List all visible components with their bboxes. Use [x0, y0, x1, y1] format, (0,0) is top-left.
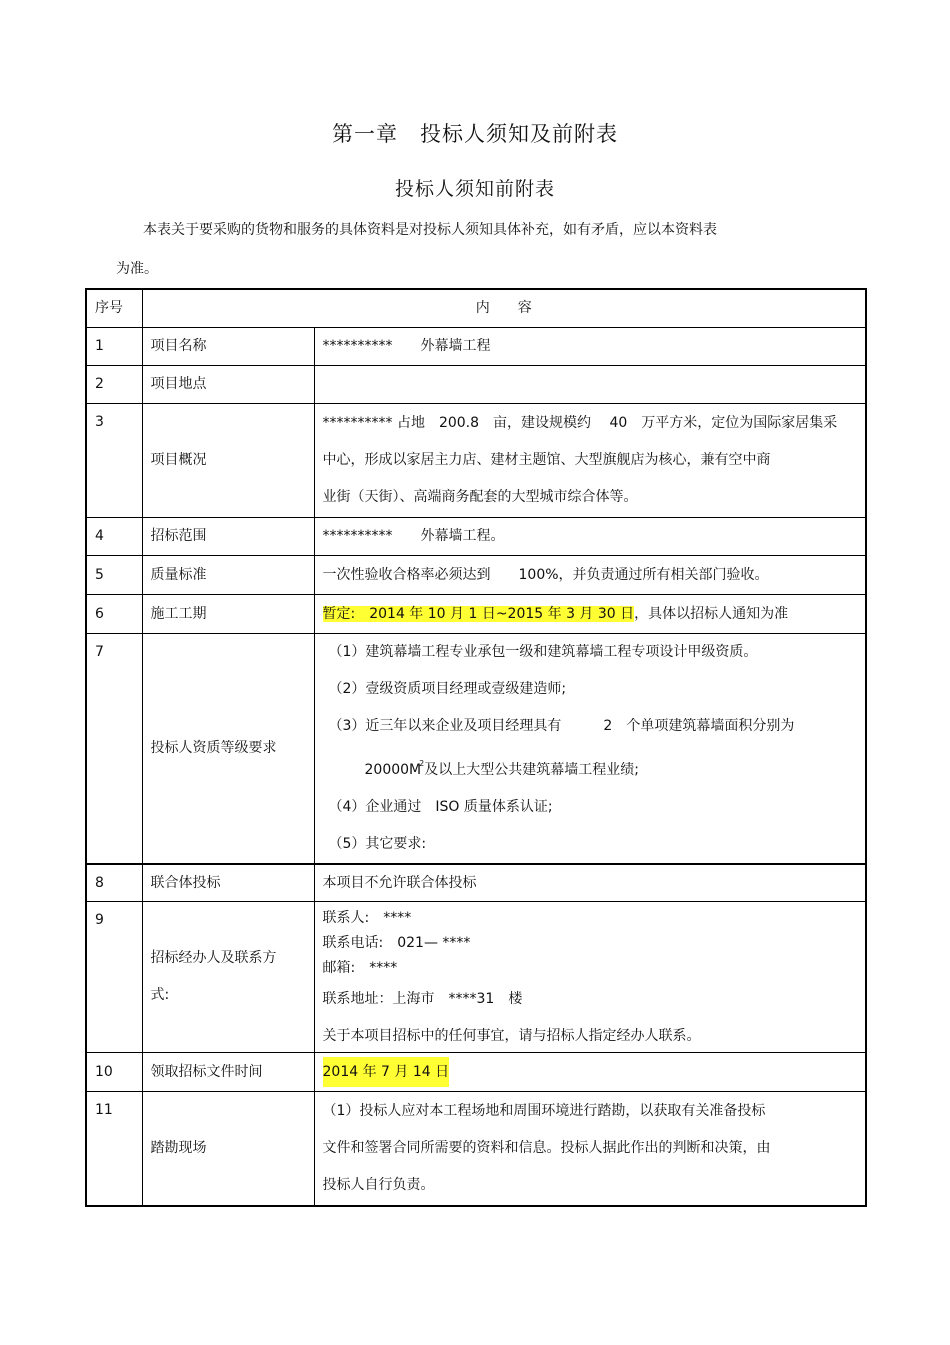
content-line: 业街（天街）、高端商务配套的大型城市综合体等。: [322, 488, 638, 505]
row-no: 6: [86, 594, 142, 633]
table-row: [86, 594, 866, 633]
table-row: [86, 403, 866, 517]
content-line: 投标人自行负责。: [322, 1176, 435, 1193]
header-no: 序号: [86, 289, 142, 327]
content-line: 联系地址：上海市 ****31 楼: [322, 990, 523, 1007]
content-line: [329, 745, 858, 789]
row-label: 领取招标文件时间: [142, 1053, 314, 1092]
row-label: [142, 902, 314, 1053]
row-no: 2: [86, 365, 142, 403]
row-content: [314, 902, 866, 1053]
table-row: [86, 365, 866, 403]
content-line: （4）企业通过 ISO 质量体系认证;: [328, 798, 553, 815]
row-content: [314, 633, 866, 864]
row-label: 踏勘现场: [142, 1092, 314, 1206]
row-no: 10: [86, 1053, 142, 1092]
content-line: 中心，形成以家居主力店、建材主题馆、大型旗舰店为核心，兼有空中商: [322, 451, 771, 468]
table-row: [86, 1092, 866, 1206]
table-row: [86, 1053, 866, 1092]
row-no: 7: [86, 633, 142, 864]
row-label: 施工工期: [142, 594, 314, 633]
row-no: 8: [86, 864, 142, 902]
content-line: 邮箱: ****: [322, 959, 398, 976]
area-value: 20000M: [364, 761, 422, 778]
content-line: ********** 占地 200.8 亩，建设规模约 40 万平方米，定位为国际家居集采: [322, 414, 838, 431]
intro-line-2: 为准。: [116, 261, 158, 277]
row-content: ********** 外幕墙工程。: [314, 517, 866, 555]
table-row: [86, 902, 866, 1053]
table-row: [86, 555, 866, 594]
highlighted-schedule: 暂定: 2014 年 10 月 1 日~2015 年 3 月 30 日: [322, 605, 635, 622]
area-unit-sup: 2: [419, 758, 425, 768]
table-row: [86, 517, 866, 555]
row-no: 4: [86, 517, 142, 555]
row-content: [314, 403, 866, 517]
content-line: 联系人: ****: [322, 909, 412, 926]
row-content: ********** 外幕墙工程: [314, 327, 866, 365]
header-content: 内 容: [142, 289, 866, 327]
row-no: 9: [86, 902, 142, 1053]
intro-line-1: 本表关于要采购的货物和服务的具体资料是对投标人须知具体补充，如有矛盾，应以本资料表: [143, 222, 717, 238]
label-line: 式:: [150, 987, 170, 1003]
row-content: [314, 1053, 866, 1092]
row-label: 项目地点: [142, 365, 314, 403]
table-row: [86, 327, 866, 365]
content-line: （1）建筑幕墙工程专业承包一级和建筑幕墙工程专项设计甲级资质。: [328, 643, 758, 660]
content-line: （2）壹级资质项目经理或壹级建造师;: [328, 680, 567, 697]
label-line: 招标经办人及联系方: [150, 950, 277, 966]
row-content: [314, 594, 866, 633]
table-row: [86, 633, 866, 864]
row-no: 1: [86, 327, 142, 365]
table-row: [86, 864, 866, 902]
row-content: [314, 1092, 866, 1206]
content-line: 关于本项目招标中的任何事宜，请与招标人指定经办人联系。: [322, 1027, 701, 1044]
row-label: 项目名称: [142, 327, 314, 365]
area-rest: 及以上大型公共建筑幕墙工程业绩;: [424, 761, 639, 778]
row-no: 5: [86, 555, 142, 594]
row-content: 一次性验收合格率必须达到 100%，并负责通过所有相关部门验收。: [314, 555, 866, 594]
chapter-title: 第一章 投标人须知及前附表: [332, 122, 618, 146]
row-label: 联合体投标: [142, 864, 314, 902]
row-no: 3: [86, 403, 142, 517]
row-label: 投标人资质等级要求: [142, 633, 314, 864]
schedule-note: ，具体以招标人通知为准: [634, 605, 789, 622]
content-line: 文件和签署合同所需要的资料和信息。投标人据此作出的判断和决策，由: [322, 1139, 771, 1156]
row-content: 本项目不允许联合体投标: [314, 864, 866, 902]
bid-info-table: [85, 288, 867, 1207]
row-label: 质量标准: [142, 555, 314, 594]
content-line: （3）近三年以来企业及项目经理具有 2 个单项建筑幕墙面积分别为: [328, 717, 795, 734]
table-title: 投标人须知前附表: [394, 178, 555, 200]
row-label: 招标范围: [142, 517, 314, 555]
highlighted-date: 2014 年 7 月 14 日: [323, 1057, 450, 1087]
table-header-row: [86, 289, 866, 327]
content-line: （5）其它要求:: [328, 835, 427, 852]
row-content: [314, 365, 866, 403]
row-no: 11: [86, 1092, 142, 1206]
row-label: 项目概况: [142, 403, 314, 517]
content-line: 联系电话: 021— ****: [322, 934, 471, 951]
content-line: （1）投标人应对本工程场地和周围环境进行踏勘，以获取有关准备投标: [322, 1102, 766, 1119]
